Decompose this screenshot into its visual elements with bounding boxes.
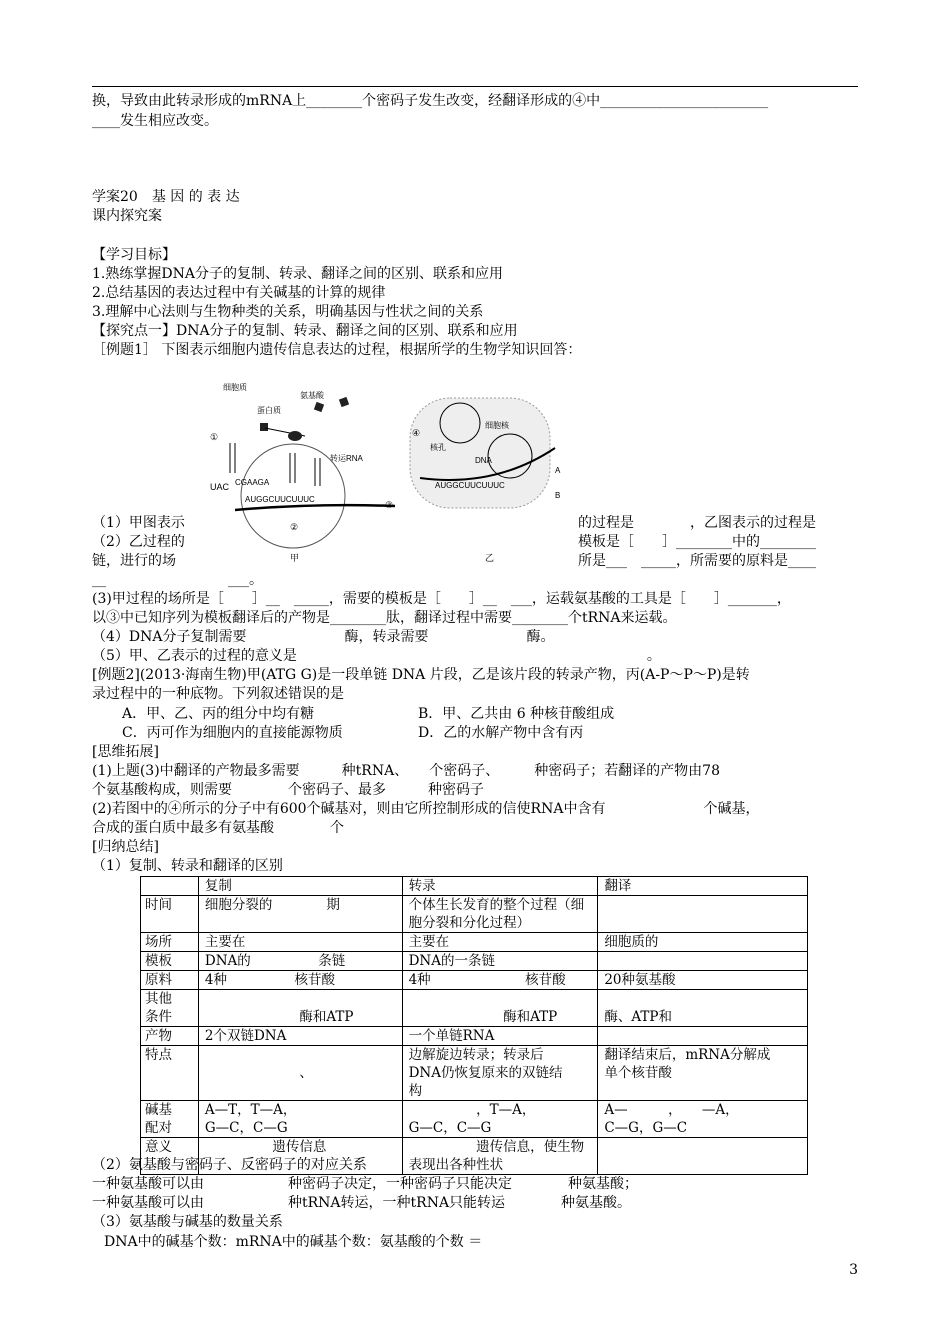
lesson-subtitle: 课内探究案 [92, 208, 162, 224]
table-row [141, 877, 808, 896]
table-cell: 场所 [141, 933, 199, 952]
question-text: __ [92, 572, 106, 588]
svg-text:A: A [555, 466, 561, 475]
fig-label-jia: 甲 [290, 553, 300, 563]
choice-a: A．甲、乙、丙的组分中均有糖 [122, 706, 315, 722]
fig-label-nucleus: 细胞核 [485, 421, 509, 430]
table-row [141, 1027, 808, 1046]
fig-mrna-codons: CGAAGA [235, 478, 270, 487]
example-2-prompt: 录过程中的一种底物。下列叙述错误的是 [92, 686, 344, 702]
header-rule [92, 86, 858, 87]
extension-heading: [思维拓展] [92, 744, 159, 760]
gene-expression-figure [205, 378, 585, 573]
fig-label-pore: 核孔 [430, 443, 446, 452]
table-cell: 细胞质的 [598, 933, 808, 952]
svg-text:①: ① [210, 432, 219, 442]
table-cell: 时间 [141, 896, 199, 933]
svg-text:B: B [555, 491, 561, 500]
summary-text: DNA中的碱基个数：mRNA中的碱基个数：氨基酸的个数 ＝ [104, 1234, 483, 1250]
choice-b: B．甲、乙共由 6 种核苷酸组成 [418, 706, 615, 722]
goals-heading: 【学习目标】 [92, 247, 176, 263]
table-cell: 翻译 [598, 877, 808, 896]
question-text: ___。 [228, 572, 263, 588]
extension-text: (2)若图中的④所示的分子中有600个碱基对，则由它所控制形成的信使RNA中含有 个碱基， [92, 801, 760, 817]
text-line: ____发生相应改变。 [92, 113, 218, 129]
svg-text:③: ③ [385, 500, 394, 510]
goal-item: 2.总结基因的表达过程中有关碱基的计算的规律 [92, 285, 386, 301]
question-text: 所是___ _____，所需要的原料是____ [578, 553, 816, 569]
table-cell [598, 1027, 808, 1046]
table-cell: 遗传信息，使生物表现出各种性状 [402, 1138, 598, 1175]
fig-label-yi: 乙 [485, 553, 495, 563]
table-cell: A—T，T—A， G—C，C—G [198, 1101, 402, 1138]
question-text: (3)甲过程的场所是［ ］__ _____，需要的模板是［ ］__ ___，运载氨基酸的工具是［ ］_______， [92, 591, 791, 607]
summary-subheading: （2）氨基酸与密码子、反密码子的对应关系 [92, 1157, 367, 1173]
table-row [141, 952, 808, 971]
table-row [141, 933, 808, 952]
table-cell: DNA的一条链 [402, 952, 598, 971]
comparison-table [140, 876, 808, 1175]
summary-text: 一种氨基酸可以由 种tRNA转运，一种tRNA只能转运 种氨基酸。 [92, 1195, 632, 1211]
svg-text:④: ④ [412, 428, 421, 438]
extension-text: 合成的蛋白质中最多有氨基酸 个 [92, 820, 344, 836]
table-row [141, 1046, 808, 1101]
table-cell: 复制 [198, 877, 402, 896]
table-cell: 转录 [402, 877, 598, 896]
table-cell: 20种氨基酸 [598, 971, 808, 990]
table-cell: 其他 条件 [141, 990, 199, 1027]
page-number: 3 [849, 1262, 858, 1278]
table-cell: 碱基 配对 [141, 1101, 199, 1138]
table-cell [598, 952, 808, 971]
table-row [141, 1101, 808, 1138]
svg-text:②: ② [290, 522, 299, 532]
choice-d: D．乙的水解产物中含有丙 [418, 725, 584, 741]
text-line: 换，导致由此转录形成的mRNA上________个密码子发生改变，经翻译形成的④中________________________ [92, 93, 769, 109]
section-heading: 【探究点一】DNA分子的复制、转录、翻译之间的区别、联系和应用 [92, 323, 518, 339]
table-cell: 细胞分裂的 期 [198, 896, 402, 933]
extension-text: (1)上题(3)中翻译的产物最多需要 种tRNA、 个密码子、 种密码子；若翻译的产物由78 [92, 763, 721, 779]
goal-item: 3.理解中心法则与生物种类的关系，明确基因与性状之间的关系 [92, 304, 484, 320]
table-cell: 产物 [141, 1027, 199, 1046]
question-text: 以③中已知序列为模板翻译后的产物是________肽，翻译过程中需要________个tRNA来运载。 [92, 610, 677, 626]
table-cell: 一个单链RNA [402, 1027, 598, 1046]
table-cell: 2个双链DNA [198, 1027, 402, 1046]
summary-heading: [归纳总结] [92, 839, 159, 855]
table-row [141, 990, 808, 1027]
table-cell: A— ， —A， C—G，G—C [598, 1101, 808, 1138]
table-cell: 翻译结束后，mRNA分解成 单个核苷酸 [598, 1046, 808, 1101]
table-cell: 原料 [141, 971, 199, 990]
fig-label-dna: DNA [475, 456, 492, 465]
summary-subheading: （3）氨基酸与碱基的数量关系 [92, 1214, 283, 1230]
table-row [141, 971, 808, 990]
question-text: 的过程是 ，乙图表示的过程是 [578, 515, 816, 531]
lesson-title: 学案20 基 因 的 表 达 [92, 189, 240, 205]
table-cell: 特点 [141, 1046, 199, 1101]
table-cell: 酶和ATP [198, 990, 402, 1027]
question-text: （2）乙过程的 [92, 534, 185, 550]
fig-label-cytoplasm: 细胞质 [223, 383, 247, 392]
goal-item: 1.熟练掌握DNA分子的复制、转录、翻译之间的区别、联系和应用 [92, 266, 503, 282]
table-cell: 4种 核苷酸 [198, 971, 402, 990]
table-cell: 主要在 [402, 933, 598, 952]
summary-subheading: （1）复制、转录和翻译的区别 [92, 858, 283, 874]
table-cell: 意义 [141, 1138, 199, 1175]
question-text: 链，进行的场 [92, 553, 176, 569]
question-text: （1）甲图表示 [92, 515, 185, 531]
example-2-prompt: [例题2](2013·海南生物)甲(ATG G)是一段单链 DNA 片段，乙是该片段的转录产物，丙(A-P～P～P)是转 [92, 667, 750, 683]
table-cell: DNA的 条链 [198, 952, 402, 971]
table-row [141, 896, 808, 933]
table-cell [598, 896, 808, 933]
extension-text: 个氨基酸构成，则需要 个密码子、最多 种密码子 [92, 782, 484, 798]
table-cell: 酶、ATP和 [598, 990, 808, 1027]
table-cell: 遗传信息 [198, 1138, 402, 1175]
summary-text: 一种氨基酸可以由 种密码子决定，一种密码子只能决定 种氨基酸； [92, 1176, 638, 1192]
fig-label-protein: 蛋白质 [257, 406, 281, 415]
fig-label-amino-acid: 氨基酸 [300, 391, 324, 400]
fig-label-uac: UAC [210, 482, 230, 492]
table-cell [598, 1138, 808, 1175]
table-cell [141, 877, 199, 896]
table-cell: ，T—A， G—C，C—G [402, 1101, 598, 1138]
fig-mrna-sequence-2: AUGGCUUCUUUC [435, 481, 505, 490]
table-cell: 酶和ATP [402, 990, 598, 1027]
table-cell: 、 [198, 1046, 402, 1101]
question-text: （4）DNA分子复制需要 酶，转录需要 酶。 [92, 629, 555, 645]
question-text: （5）甲、乙表示的过程的意义是 。 [92, 648, 661, 664]
example-1-prompt: ［例题1］ 下图表示细胞内遗传信息表达的过程，根据所学的生物学知识回答： [92, 342, 582, 358]
question-text: 模板是［ ］________中的________ [578, 534, 816, 550]
fig-label-trna: 转运RNA [330, 454, 363, 463]
fig-mrna-sequence: AUGGCUUCUUUC [245, 495, 315, 504]
table-cell: 4种 核苷酸 [402, 971, 598, 990]
table-cell: 主要在 [198, 933, 402, 952]
table-cell: 边解旋边转录；转录后 DNA仍恢复原来的双链结 构 [402, 1046, 598, 1101]
table-cell: 模板 [141, 952, 199, 971]
choice-c: C．丙可作为细胞内的直接能源物质 [122, 725, 343, 741]
table-cell: 个体生长发育的整个过程（细胞分裂和分化过程） [402, 896, 598, 933]
